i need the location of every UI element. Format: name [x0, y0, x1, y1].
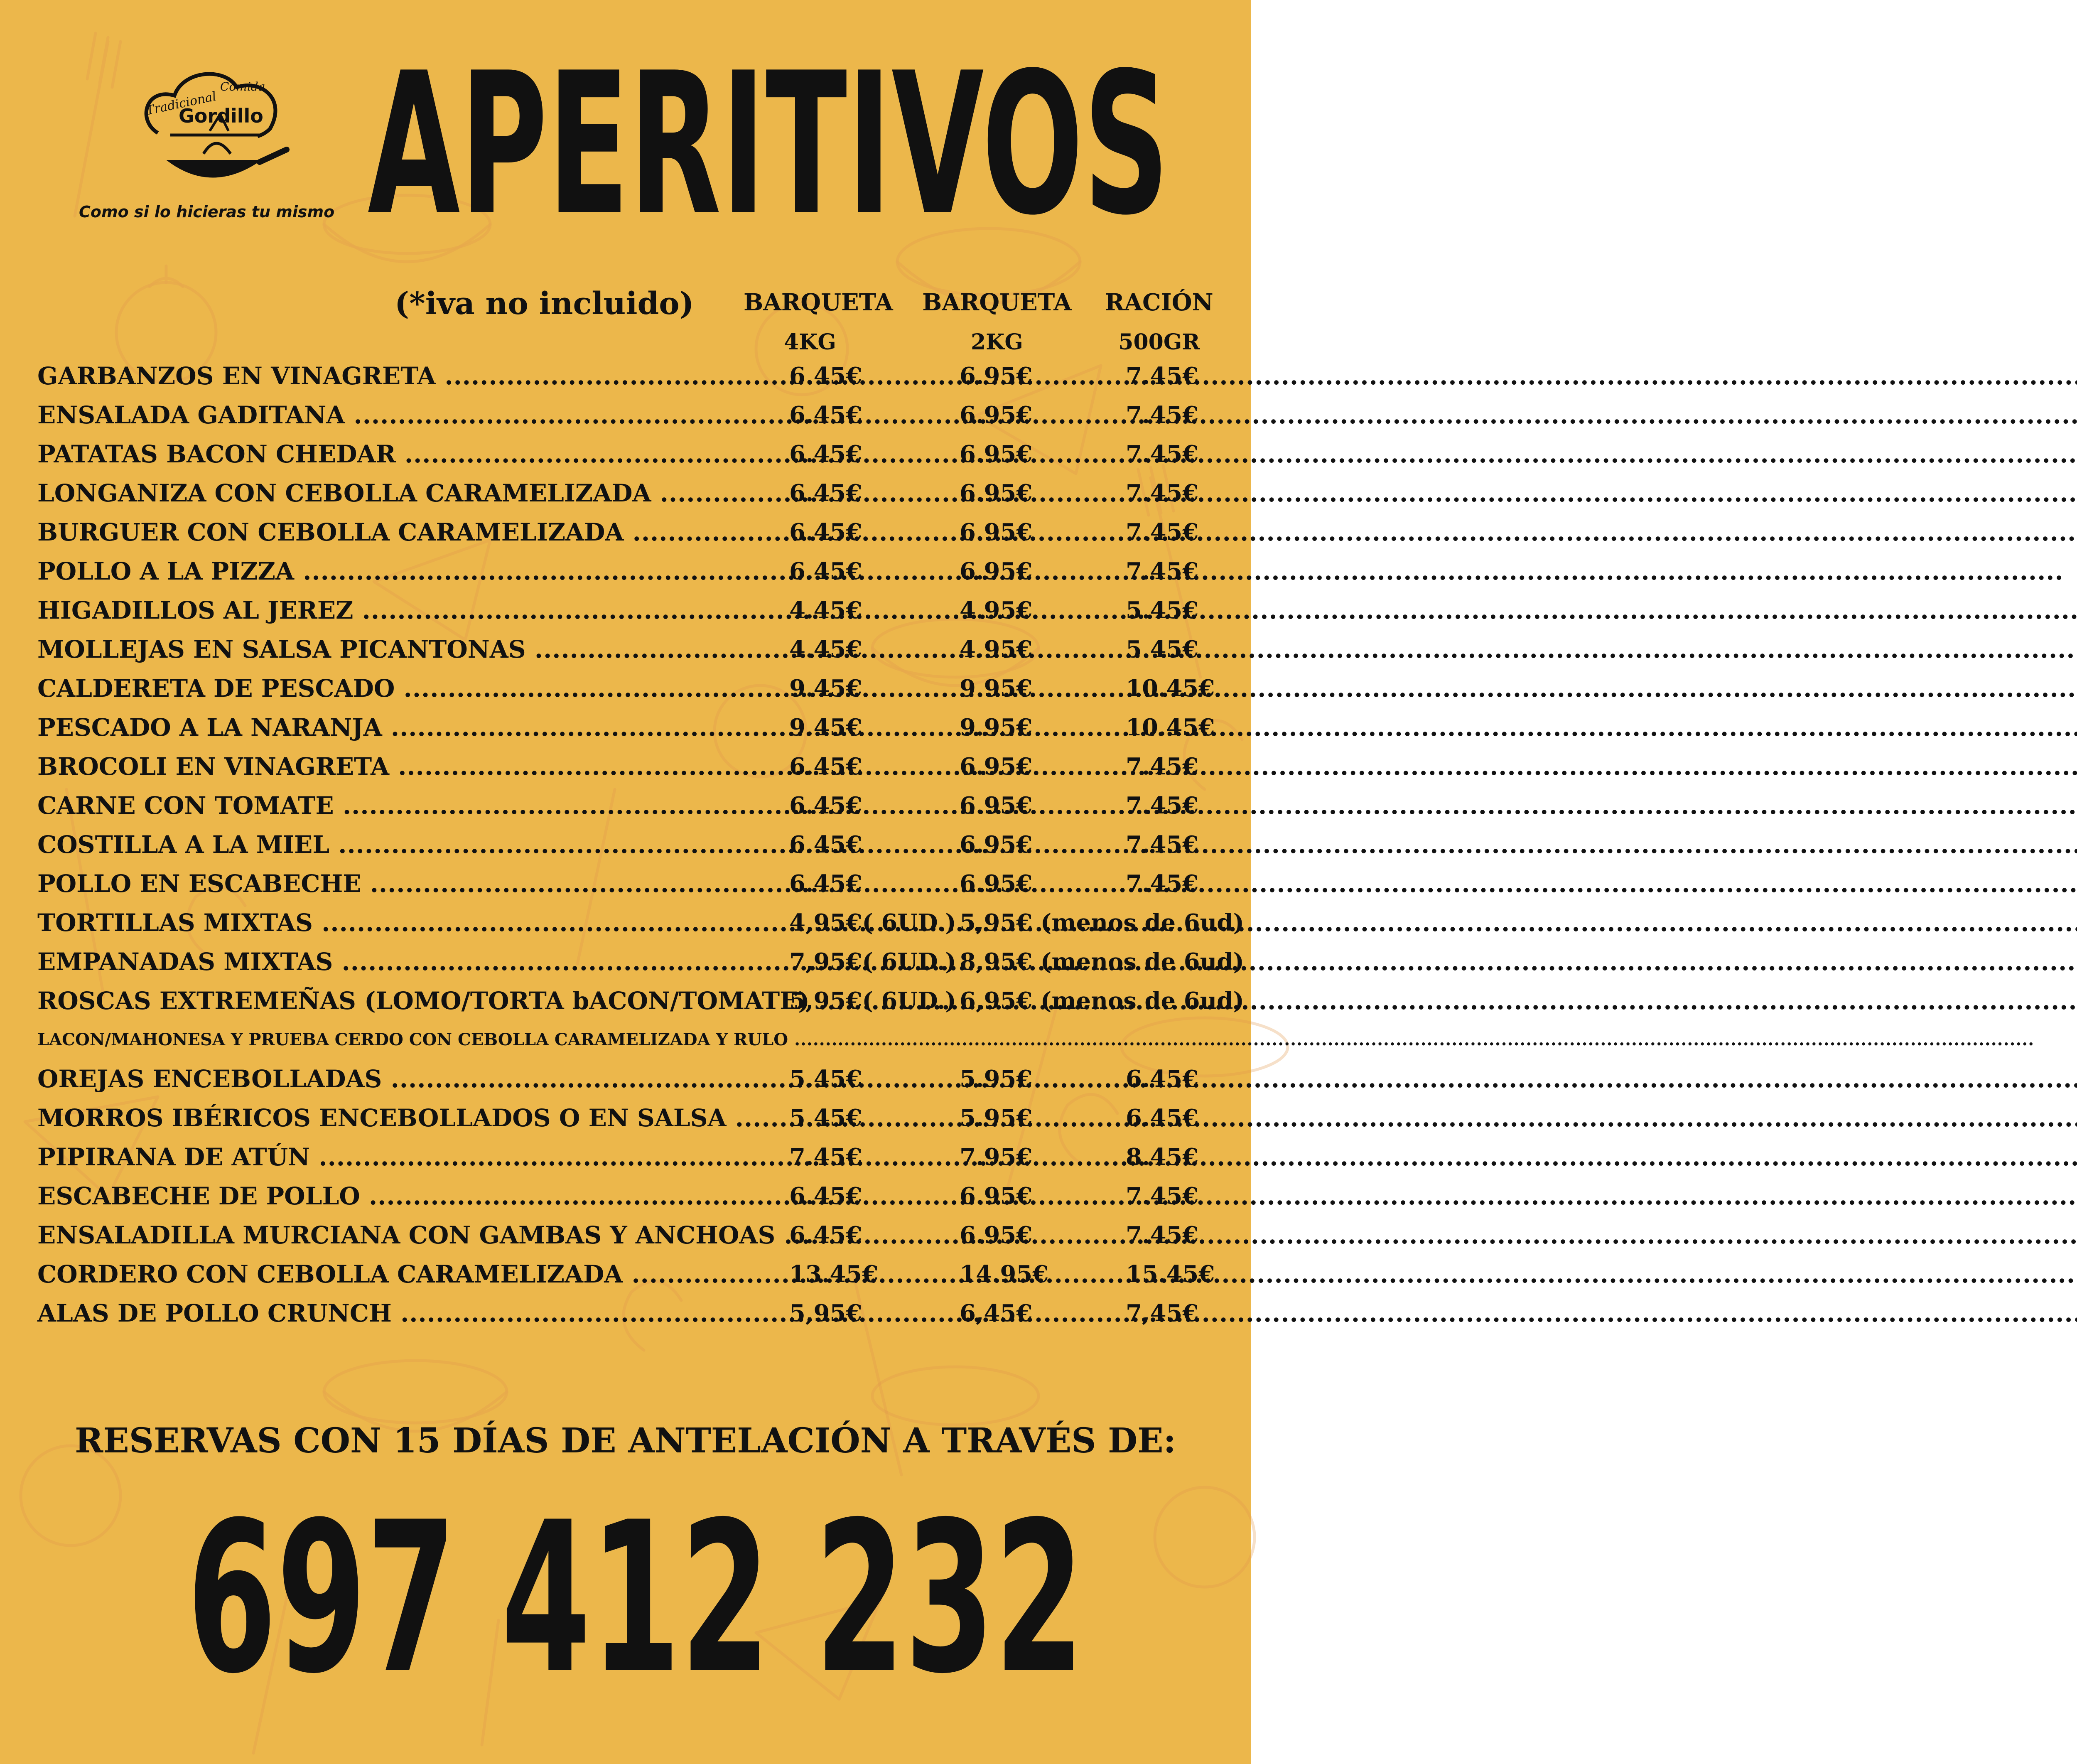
price-2kg: 5.95€: [960, 1104, 1033, 1132]
column-header-500gr: [1105, 283, 1213, 362]
phone-number: [179, 1477, 1093, 1719]
menu-item-row: [37, 396, 1225, 435]
item-name: EMPANADAS MIXTAS .....: [37, 942, 752, 981]
price-500gr: 6.45€: [1126, 1065, 1199, 1093]
price-500gr: 7.45€: [1126, 558, 1199, 585]
item-name: MORROS IBÉRICOS ENCEBOLLADOS O EN SALSA .....: [37, 1098, 752, 1138]
page-title: [361, 31, 1176, 258]
column-label: BARQUETA: [922, 289, 1072, 316]
item-name: POLLO EN ESCABECHE .....: [37, 864, 752, 903]
price-2kg: 6.95€: [960, 362, 1033, 390]
price-4kg: 9.45€: [789, 714, 862, 741]
item-name: ESCABECHE DE POLLO .....: [37, 1177, 752, 1216]
menu-item-row: [37, 1216, 1225, 1255]
item-name: ALAS DE POLLO CRUNCH .....: [37, 1294, 752, 1333]
price-4kg: 5.45€: [789, 1104, 862, 1132]
menu-item-row: [37, 1294, 1225, 1333]
price-4kg: 6.45€: [789, 362, 862, 390]
price-2kg: 4.95€: [960, 597, 1033, 624]
menu-item-row: [37, 552, 1225, 591]
price-4kg: 6.45€: [789, 479, 862, 507]
brand-logo: [79, 71, 336, 228]
price-4kg: 6.45€: [789, 401, 862, 429]
price-500gr: 7.45€: [1126, 362, 1199, 390]
menu-item-row: [37, 981, 1244, 1020]
price-2kg: 6.95€: [960, 1182, 1033, 1210]
price-500gr: 7.45€: [1126, 479, 1199, 507]
price-500gr: 7.45€: [1126, 1182, 1199, 1210]
menu-item-row: [37, 591, 1225, 630]
price-4kg: 13.45€: [789, 1260, 879, 1288]
price-500gr: 7.45€: [1126, 870, 1199, 897]
price-under-6-units: 5,95€ (menos de 6ud): [960, 909, 1244, 936]
menu-item-row: [37, 942, 1244, 981]
price-4kg: 6.45€: [789, 1182, 862, 1210]
price-2kg: 6.95€: [960, 792, 1033, 819]
price-2kg: 6.95€: [960, 479, 1033, 507]
menu-item-row: [37, 1098, 1225, 1138]
price-2kg: 6.95€: [960, 1221, 1033, 1249]
menu-item-row: [37, 356, 1225, 396]
item-name: BROCOLI EN VINAGRETA .....: [37, 747, 752, 786]
price-500gr: 7.45€: [1126, 1221, 1199, 1249]
item-name: CORDERO CON CEBOLLA CARAMELIZADA .....: [37, 1255, 752, 1294]
item-name: POLLO A LA PIZZA .....: [37, 552, 752, 591]
item-name: ROSCAS EXTREMEÑAS (LOMO/TORTA bACON/TOMATE) .....: [37, 981, 752, 1020]
price-500gr: 15.45€: [1126, 1260, 1215, 1288]
menu-item-row: [37, 513, 1225, 552]
price-6-units: 5,95€( 6UD.): [789, 987, 956, 1015]
price-4kg: 9.45€: [789, 675, 862, 702]
column-size: 4KG: [783, 329, 836, 355]
price-4kg: 6.45€: [789, 518, 862, 546]
menu-item-row: [37, 786, 1225, 825]
item-name: PESCADO A LA NARANJA .....: [37, 708, 752, 747]
menu-item-row: [37, 669, 1225, 708]
logo-word-tradicional: Tradicional: [145, 89, 218, 118]
price-500gr: 7.45€: [1126, 518, 1199, 546]
price-under-6-units: 6,95€ (menos de 6ud): [960, 987, 1244, 1015]
logo-word-comida: Comida: [220, 80, 265, 93]
price-2kg: 6,45€: [960, 1300, 1033, 1327]
menu-item-row: [37, 1020, 1225, 1059]
price-2kg: 9.95€: [960, 675, 1033, 702]
menu-item-row: [37, 708, 1225, 747]
reservation-note: RESERVAS CON 15 DÍAS DE ANTELACIÓN A TRAVÉS DE:: [75, 1421, 1176, 1461]
price-4kg: 5,95€: [789, 1300, 862, 1327]
price-2kg: 7.95€: [960, 1143, 1033, 1171]
price-500gr: 8.45€: [1126, 1143, 1199, 1171]
price-4kg: 4.45€: [789, 597, 862, 624]
item-name: MOLLEJAS EN SALSA PICANTONAS .....: [37, 630, 752, 669]
price-6-units: 4,95€( 6UD.): [789, 909, 956, 936]
column-label: BARQUETA: [744, 289, 893, 316]
item-name: CARNE CON TOMATE .....: [37, 786, 752, 825]
chef-hat-pan-icon: [141, 71, 291, 195]
column-header-4kg: [744, 283, 893, 362]
price-6-units: 7,95€( 6UD.): [789, 948, 956, 975]
title-text: APERITIVOS: [368, 31, 1169, 258]
price-500gr: 7.45€: [1126, 831, 1199, 858]
price-4kg: 6.45€: [789, 831, 862, 858]
column-label: RACIÓN: [1105, 289, 1213, 316]
price-under-6-units: 8,95€ (menos de 6ud): [960, 948, 1244, 975]
column-size: 500GR: [1118, 329, 1200, 355]
price-4kg: 6.45€: [789, 558, 862, 585]
price-2kg: 9.95€: [960, 714, 1033, 741]
price-2kg: 6.95€: [960, 558, 1033, 585]
item-name: HIGADILLOS AL JEREZ .....: [37, 591, 752, 630]
item-name: BURGUER CON CEBOLLA CARAMELIZADA .....: [37, 513, 752, 552]
menu-item-row: [37, 630, 1225, 669]
price-500gr: 7,45€: [1126, 1300, 1199, 1327]
column-header-2kg: [922, 283, 1072, 362]
price-2kg: 6.95€: [960, 831, 1033, 858]
item-name: CALDERETA DE PESCADO .....: [37, 669, 752, 708]
menu-item-row: [37, 1138, 1225, 1177]
phone-text: 697 412 232: [187, 1477, 1084, 1719]
tax-note: (*iva no incluido): [395, 286, 694, 322]
price-2kg: 6.95€: [960, 870, 1033, 897]
price-4kg: 6.45€: [789, 1221, 862, 1249]
price-500gr: 6.45€: [1126, 1104, 1199, 1132]
item-name: GARBANZOS EN VINAGRETA .....: [37, 356, 752, 396]
brand-slogan: Como si lo hicieras tu mismo: [79, 203, 335, 221]
menu-item-row: [37, 1059, 1225, 1098]
price-4kg: 7.45€: [789, 1143, 862, 1171]
item-name: ENSALADILLA MURCIANA CON GAMBAS Y ANCHOAS .....: [37, 1216, 752, 1255]
price-2kg: 6.95€: [960, 518, 1033, 546]
price-500gr: 7.45€: [1126, 753, 1199, 780]
price-2kg: 14.95€: [960, 1260, 1049, 1288]
item-name: OREJAS ENCEBOLLADAS .....: [37, 1059, 752, 1098]
price-500gr: 10.45€: [1126, 714, 1215, 741]
menu-item-row: [37, 864, 1225, 903]
menu-item-row: [37, 903, 1244, 942]
item-name: LACON/MAHONESA Y PRUEBA CERDO CON CEBOLLA CARAMELIZADA Y RULO .....: [37, 1020, 752, 1059]
menu-item-row: [37, 474, 1225, 513]
item-name: LONGANIZA CON CEBOLLA CARAMELIZADA .....: [37, 474, 752, 513]
price-4kg: 6.45€: [789, 792, 862, 819]
item-name: TORTILLAS MIXTAS .....: [37, 903, 752, 942]
price-500gr: 10.45€: [1126, 675, 1215, 702]
price-4kg: 6.45€: [789, 870, 862, 897]
item-name: COSTILLA A LA MIEL .....: [37, 825, 752, 864]
price-4kg: 6.45€: [789, 753, 862, 780]
menu-item-row: [37, 1255, 1225, 1294]
menu-item-row: [37, 1177, 1225, 1216]
menu-item-row: [37, 435, 1225, 474]
item-name: PATATAS BACON CHEDAR .....: [37, 435, 752, 474]
price-2kg: 6.95€: [960, 440, 1033, 468]
item-name: ENSALADA GADITANA .....: [37, 396, 752, 435]
price-4kg: 5.45€: [789, 1065, 862, 1093]
price-2kg: 4.95€: [960, 636, 1033, 663]
price-4kg: 4.45€: [789, 636, 862, 663]
price-2kg: 6.95€: [960, 753, 1033, 780]
column-size: 2KG: [970, 329, 1023, 355]
price-500gr: 5.45€: [1126, 597, 1199, 624]
price-2kg: 5.95€: [960, 1065, 1033, 1093]
item-name: PIPIRANA DE ATÚN .....: [37, 1138, 752, 1177]
logo-brand-name: Gordillo: [179, 105, 263, 127]
price-500gr: 7.45€: [1126, 440, 1199, 468]
price-500gr: 7.45€: [1126, 401, 1199, 429]
menu-item-row: [37, 825, 1225, 864]
price-500gr: 7.45€: [1126, 792, 1199, 819]
price-2kg: 6.95€: [960, 401, 1033, 429]
menu-item-row: [37, 747, 1225, 786]
price-4kg: 6.45€: [789, 440, 862, 468]
price-500gr: 5.45€: [1126, 636, 1199, 663]
